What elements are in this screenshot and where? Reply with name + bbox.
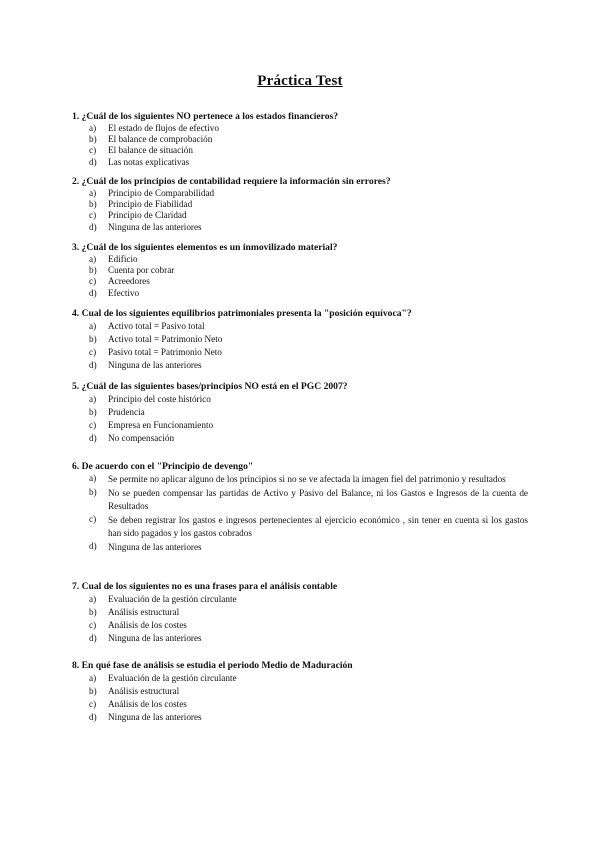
option-text: El balance de situación bbox=[108, 145, 193, 156]
option-c bbox=[72, 419, 532, 432]
question-4 bbox=[72, 308, 532, 372]
question-text: 1. ¿Cuál de los siguientes NO pertenece a los estados financieros? bbox=[72, 111, 339, 122]
option-text: Activo total = Pasivo total bbox=[108, 321, 205, 331]
option-list bbox=[72, 320, 532, 372]
option-a bbox=[72, 672, 532, 685]
option-text: Efectivo bbox=[108, 287, 140, 298]
option-d bbox=[72, 359, 532, 372]
option-text: Activo total = Patrimonio Neto bbox=[108, 334, 223, 344]
option-letter: d) bbox=[89, 712, 97, 722]
option-text: Empresa en Funcionamiento bbox=[108, 420, 214, 430]
question-text: 7. Cual de los siguientes no es una frases para el análisis contable bbox=[72, 581, 338, 592]
option-c bbox=[72, 514, 532, 541]
page-title: Práctica Test bbox=[257, 73, 343, 89]
option-text: No se pueden compensar las partidas de Activo y Pasivo del Balance, ni los Gastos e Ingresos de la cuenta de Resultados bbox=[108, 487, 528, 511]
option-letter: d) bbox=[89, 156, 97, 167]
option-b bbox=[72, 333, 532, 346]
option-text: Ninguna de las anteriores bbox=[108, 633, 202, 643]
option-letter: c) bbox=[89, 513, 97, 524]
option-text: Análisis de los costes bbox=[108, 620, 187, 630]
question-7 bbox=[72, 581, 532, 645]
question-2 bbox=[72, 176, 532, 233]
option-list bbox=[72, 254, 532, 299]
option-letter: b) bbox=[89, 334, 97, 344]
option-text: El estado de flujos de efectivo bbox=[108, 123, 219, 133]
option-list bbox=[72, 672, 532, 724]
option-list bbox=[72, 473, 532, 554]
option-text: Prudencia bbox=[108, 407, 145, 417]
option-c bbox=[72, 346, 532, 359]
option-letter: c) bbox=[89, 276, 97, 287]
option-text: Se permite no aplicar alguno de los principios si no se ve afectada la imagen fiel del patrimonio y resultados bbox=[108, 474, 506, 484]
option-letter: b) bbox=[89, 265, 97, 276]
option-letter: b) bbox=[89, 686, 97, 696]
option-text: Evaluación de la gestión circulante bbox=[108, 673, 237, 683]
option-text: Acreedores bbox=[108, 276, 150, 287]
question-6 bbox=[72, 461, 532, 554]
option-letter: b) bbox=[89, 607, 97, 617]
option-text: Las notas explicativas bbox=[108, 156, 190, 167]
option-d bbox=[72, 632, 532, 645]
option-text: El balance de comprobación bbox=[108, 134, 213, 145]
option-text: Ninguna de las anteriores bbox=[108, 541, 202, 552]
option-letter: d) bbox=[89, 433, 97, 443]
option-letter: b) bbox=[89, 407, 97, 417]
option-text: Análisis estructural bbox=[108, 607, 180, 617]
option-d bbox=[72, 288, 532, 299]
option-d bbox=[72, 541, 532, 555]
option-letter: c) bbox=[89, 347, 97, 357]
option-text: Principio del coste histórico bbox=[108, 394, 211, 404]
option-text: Ninguna de las anteriores bbox=[108, 360, 202, 370]
option-a bbox=[72, 188, 532, 199]
question-text: 6. De acuerdo con el "Principio de devengo" bbox=[72, 461, 254, 472]
option-letter: d) bbox=[89, 633, 97, 643]
option-a bbox=[72, 393, 532, 406]
option-b bbox=[72, 606, 532, 619]
option-letter: a) bbox=[89, 188, 97, 198]
option-list bbox=[72, 593, 532, 645]
question-text: 2. ¿Cuál de los principios de contabilidad requiere la información sin errores? bbox=[72, 176, 391, 187]
question-text: 5. ¿Cuál de las siguientes bases/principios NO está en el PGC 2007? bbox=[72, 381, 348, 392]
option-text: Principio de Comparabilidad bbox=[108, 188, 215, 198]
option-text: Edificio bbox=[108, 254, 138, 264]
option-text: Principio de Fiabilidad bbox=[108, 199, 193, 210]
option-letter: d) bbox=[89, 287, 97, 298]
question-8 bbox=[72, 660, 532, 724]
option-letter: a) bbox=[89, 673, 97, 683]
question-text: 4. Cual de los siguientes equilibrios patrimoniales presenta la "posición equívoca"? bbox=[72, 308, 412, 319]
option-b bbox=[72, 265, 532, 276]
question-text: 8. En qué fase de análisis se estudia el periodo Medio de Maduración bbox=[72, 660, 353, 671]
option-list bbox=[72, 393, 532, 445]
option-a bbox=[72, 593, 532, 606]
option-a bbox=[72, 254, 532, 265]
option-text: No compensación bbox=[108, 433, 175, 443]
option-text: Se deben registrar los gastos e ingresos pertenecientes al ejercicio económico , sin tener en cuenta si los gastos han sido pagados y los gastos cobrados bbox=[108, 514, 528, 538]
option-a bbox=[72, 320, 532, 333]
option-text: Cuenta por cobrar bbox=[108, 265, 175, 276]
option-letter: b) bbox=[89, 134, 97, 145]
option-b bbox=[72, 406, 532, 419]
option-letter: a) bbox=[89, 594, 97, 604]
option-text: Ninguna de las anteriores bbox=[108, 221, 202, 232]
option-text: Pasivo total = Patrimonio Neto bbox=[108, 347, 222, 357]
option-letter: a) bbox=[89, 394, 97, 404]
option-letter: d) bbox=[89, 540, 97, 551]
option-letter: a) bbox=[89, 321, 97, 331]
question-3 bbox=[72, 242, 532, 299]
option-c bbox=[72, 145, 532, 156]
option-text: Principio de Claridad bbox=[108, 210, 187, 221]
option-letter: c) bbox=[89, 620, 97, 630]
option-letter: a) bbox=[89, 473, 97, 483]
option-d bbox=[72, 222, 532, 233]
option-letter: c) bbox=[89, 699, 97, 709]
option-letter: c) bbox=[89, 210, 97, 221]
option-c bbox=[72, 619, 532, 632]
option-a bbox=[72, 123, 532, 134]
option-b bbox=[72, 685, 532, 698]
option-c bbox=[72, 210, 532, 221]
option-c bbox=[72, 276, 532, 287]
option-d bbox=[72, 432, 532, 445]
option-letter: d) bbox=[89, 360, 97, 370]
option-b bbox=[72, 199, 532, 210]
option-d bbox=[72, 711, 532, 724]
option-a bbox=[72, 473, 532, 487]
option-letter: a) bbox=[89, 254, 97, 264]
question-5 bbox=[72, 381, 532, 445]
option-letter: b) bbox=[89, 486, 97, 497]
question-1 bbox=[72, 111, 532, 168]
question-text: 3. ¿Cuál de los siguientes elementos es un inmovilizado material? bbox=[72, 242, 338, 253]
option-list bbox=[72, 188, 532, 233]
option-text: Análisis estructural bbox=[108, 686, 180, 696]
option-letter: a) bbox=[89, 123, 97, 133]
option-c bbox=[72, 698, 532, 711]
option-text: Evaluación de la gestión circulante bbox=[108, 594, 237, 604]
option-text: Ninguna de las anteriores bbox=[108, 712, 202, 722]
option-d bbox=[72, 157, 532, 168]
option-letter: d) bbox=[89, 221, 97, 232]
option-text: Análisis de los costes bbox=[108, 699, 187, 709]
option-letter: c) bbox=[89, 420, 97, 430]
option-b bbox=[72, 487, 532, 514]
option-letter: c) bbox=[89, 145, 97, 156]
option-letter: b) bbox=[89, 199, 97, 210]
option-b bbox=[72, 134, 532, 145]
option-list bbox=[72, 123, 532, 168]
